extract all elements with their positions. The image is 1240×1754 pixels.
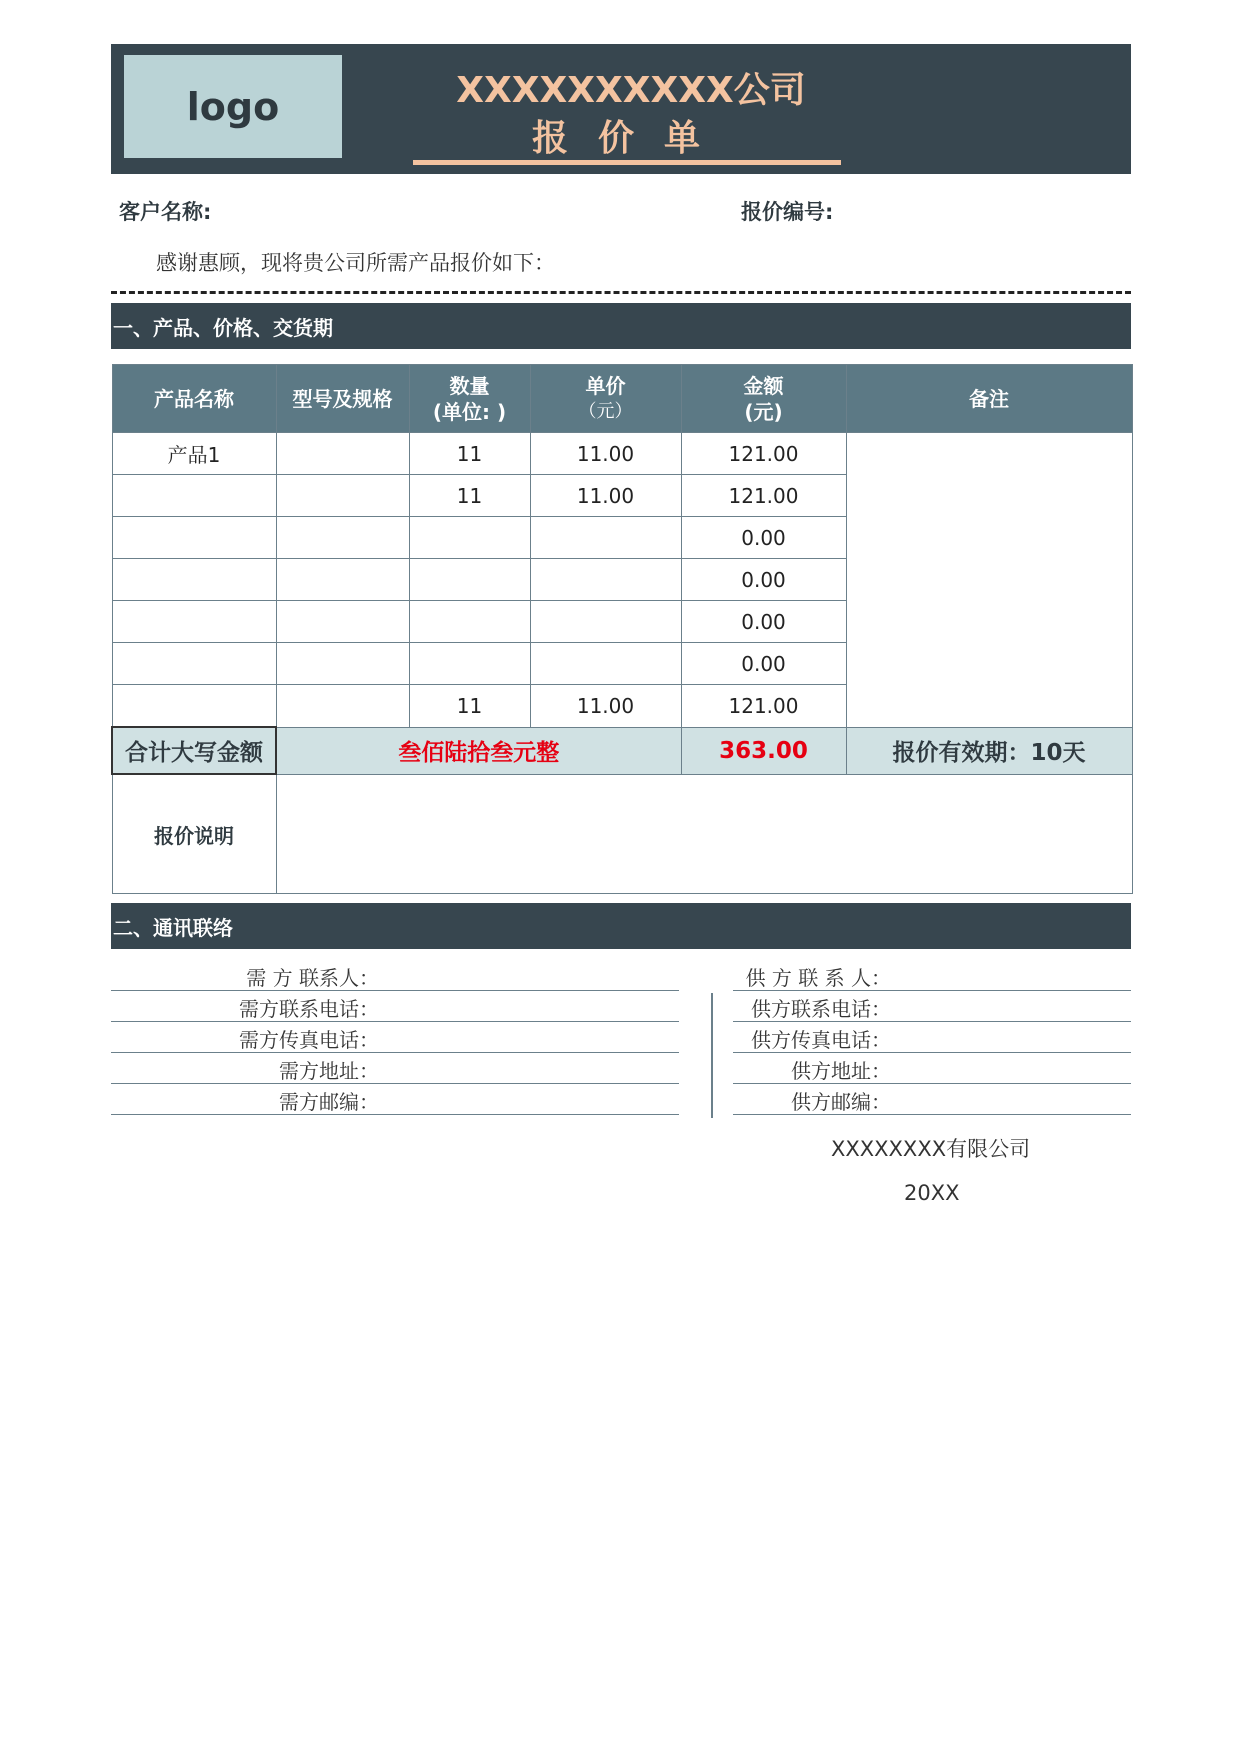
cell-quantity[interactable] [409,559,530,601]
cell-unit-price[interactable] [530,643,681,685]
cell-remark[interactable] [846,433,1132,728]
header-model-spec: 型号及规格 [276,365,409,433]
cell-unit-price[interactable]: 11.00 [530,475,681,517]
header-quantity-line1: 数量 [449,373,490,398]
buyer-contact-label: 需 方 联系人： [246,966,379,990]
header-unit-price-line1: 单价 [585,373,626,398]
cell-quantity[interactable] [409,601,530,643]
cell-unit-price[interactable] [530,559,681,601]
cell-quantity[interactable] [409,643,530,685]
cell-model-spec[interactable] [276,433,409,475]
cell-product-name[interactable] [112,643,276,685]
cell-amount[interactable]: 121.00 [681,433,846,475]
buyer-phone-row[interactable] [111,991,679,1022]
cell-product-name[interactable]: 产品1 [112,433,276,475]
cell-quantity[interactable]: 11 [409,433,530,475]
supplier-phone-row[interactable] [733,991,1131,1022]
supplier-phone-label: 供方联系电话： [751,997,891,1021]
customer-name-label: 客户名称: [119,200,212,224]
cell-amount[interactable]: 121.00 [681,475,846,517]
buyer-postcode-row[interactable] [111,1084,679,1115]
footer-year: 20XX [904,1181,960,1205]
greeting-text: 感谢惠顾，现将贵公司所需产品报价如下： [156,251,555,275]
supplier-fax-row[interactable] [733,1022,1131,1053]
header-amount-line2: (元) [744,399,783,424]
total-amount: 363.00 [681,727,846,774]
cell-unit-price[interactable]: 11.00 [530,685,681,728]
contacts-divider [711,993,713,1118]
document-title: 报价单 [531,118,730,159]
validity-period: 报价有效期：10天 [846,727,1132,774]
header-quantity-line2: (单位: ) [432,399,507,424]
cell-amount[interactable]: 0.00 [681,601,846,643]
supplier-contact-label: 供 方 联 系 人： [745,966,891,990]
cell-model-spec[interactable] [276,475,409,517]
buyer-postcode-label: 需方邮编： [279,1090,379,1114]
company-title: XXXXXXXXXX公司 [456,70,806,111]
table-header-row [112,365,1132,433]
total-row [112,727,1132,774]
header-product-name: 产品名称 [112,365,276,433]
cell-unit-price[interactable] [530,601,681,643]
dashed-divider [111,291,1131,294]
cell-amount[interactable]: 0.00 [681,559,846,601]
cell-model-spec[interactable] [276,601,409,643]
header-quantity [409,365,530,433]
supplier-postcode-row[interactable] [733,1084,1131,1115]
cell-amount[interactable]: 0.00 [681,517,846,559]
section-contacts-title: 二、通讯联络 [111,903,1131,949]
supplier-address-row[interactable] [733,1053,1131,1084]
note-row [112,774,1132,894]
supplier-contact-row[interactable] [733,960,1131,991]
buyer-address-row[interactable] [111,1053,679,1084]
total-amount-words: 叁佰陆拾叁元整 [276,727,681,774]
header-unit-price-line2: （元） [578,400,633,422]
cell-quantity[interactable]: 11 [409,685,530,728]
table-row [112,433,1132,475]
cell-product-name[interactable] [112,685,276,728]
logo: logo [124,55,342,158]
title-underline [413,160,841,165]
cell-product-name[interactable] [112,517,276,559]
total-label: 合计大写金额 [112,727,276,774]
supplier-postcode-label: 供方邮编： [791,1090,891,1114]
header-unit-price [530,365,681,433]
cell-product-name[interactable] [112,601,276,643]
buyer-contact-row[interactable] [111,960,679,991]
supplier-address-label: 供方地址： [791,1059,891,1083]
cell-quantity[interactable] [409,517,530,559]
header-remark: 备注 [846,365,1132,433]
cell-unit-price[interactable] [530,517,681,559]
quote-table [111,364,1133,894]
buyer-phone-label: 需方联系电话： [239,997,379,1021]
cell-amount[interactable]: 0.00 [681,643,846,685]
buyer-fax-row[interactable] [111,1022,679,1053]
section-products-title: 一、产品、价格、交货期 [111,303,1131,349]
cell-quantity[interactable]: 11 [409,475,530,517]
supplier-fax-label: 供方传真电话： [751,1028,891,1052]
header-amount [681,365,846,433]
cell-model-spec[interactable] [276,643,409,685]
cell-product-name[interactable] [112,559,276,601]
cell-amount[interactable]: 121.00 [681,685,846,728]
buyer-address-label: 需方地址： [279,1059,379,1083]
cell-model-spec[interactable] [276,685,409,728]
buyer-fax-label: 需方传真电话： [239,1028,379,1052]
cell-unit-price[interactable]: 11.00 [530,433,681,475]
quote-note-label: 报价说明 [112,774,276,894]
cell-product-name[interactable] [112,475,276,517]
cell-model-spec[interactable] [276,559,409,601]
header-amount-line1: 金额 [743,373,784,398]
quote-number-label: 报价编号: [741,200,834,224]
header-banner [111,44,1131,174]
quote-note-content[interactable] [276,774,1132,894]
cell-model-spec[interactable] [276,517,409,559]
footer-company-name: XXXXXXXX有限公司 [831,1137,1031,1161]
